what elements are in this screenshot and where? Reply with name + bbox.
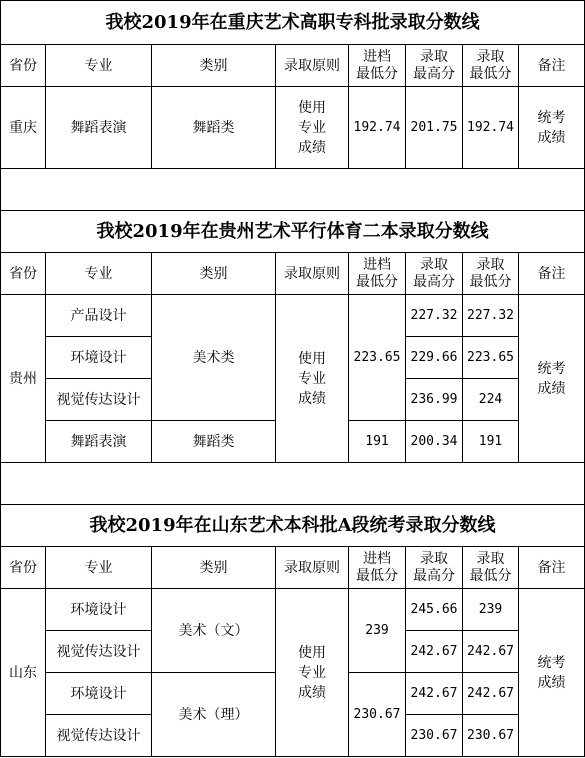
major-cell: 环境设计	[46, 337, 152, 379]
category-cell: 舞蹈类	[152, 87, 276, 169]
major-cell: 环境设计	[46, 589, 152, 631]
major-cell: 视觉传达设计	[46, 379, 152, 421]
remark-cell: 统考 成绩	[519, 295, 585, 463]
min-adm-cell: 242.67	[463, 673, 519, 715]
header-province: 省份	[1, 45, 46, 87]
header-principle: 录取原则	[276, 253, 349, 295]
header-min-adm: 录取 最低分	[463, 253, 519, 295]
major-cell: 舞蹈表演	[46, 421, 152, 463]
max-adm-cell: 242.67	[406, 631, 463, 673]
remark-cell: 统考 成绩	[519, 589, 585, 757]
header-min-adm: 录取 最低分	[463, 45, 519, 87]
header-province: 省份	[1, 253, 46, 295]
header-major: 专业	[46, 547, 152, 589]
min-adm-cell: 223.65	[463, 337, 519, 379]
category-cell: 舞蹈类	[152, 421, 276, 463]
min-adm-cell: 192.74	[463, 87, 519, 169]
major-cell: 环境设计	[46, 673, 152, 715]
header-principle: 录取原则	[276, 547, 349, 589]
major-cell: 视觉传达设计	[46, 715, 152, 757]
min-adm-cell: 239	[463, 589, 519, 631]
category-cell: 美术（文）	[152, 589, 276, 673]
category-cell: 美术（理）	[152, 673, 276, 757]
max-adm-cell: 229.66	[406, 337, 463, 379]
max-adm-cell: 200.34	[406, 421, 463, 463]
min-file-cell: 239	[349, 589, 406, 673]
chongqing-table	[0, 0, 585, 211]
max-adm-cell: 230.67	[406, 715, 463, 757]
min-adm-cell: 230.67	[463, 715, 519, 757]
major-cell: 舞蹈表演	[46, 87, 152, 169]
guizhou-header-row	[1, 253, 585, 295]
shandong-title: 我校2019年在山东艺术本科批A段统考录取分数线	[1, 505, 585, 547]
guizhou-table	[0, 210, 585, 505]
header-principle: 录取原则	[276, 45, 349, 87]
guizhou-title: 我校2019年在贵州艺术平行体育二本录取分数线	[1, 211, 585, 253]
header-remark: 备注	[519, 253, 585, 295]
max-adm-cell: 227.32	[406, 295, 463, 337]
spacer-row	[1, 463, 585, 505]
header-remark: 备注	[519, 45, 585, 87]
header-max-adm: 录取 最高分	[406, 547, 463, 589]
major-cell: 产品设计	[46, 295, 152, 337]
max-adm-cell: 236.99	[406, 379, 463, 421]
province-cell: 重庆	[1, 87, 46, 169]
table-row	[1, 589, 585, 631]
table-row	[1, 87, 585, 169]
shandong-header-row	[1, 547, 585, 589]
min-file-cell: 192.74	[349, 87, 406, 169]
chongqing-title: 我校2019年在重庆艺术高职专科批录取分数线	[1, 1, 585, 45]
principle-cell: 使用 专业 成绩	[276, 87, 349, 169]
min-adm-cell: 242.67	[463, 631, 519, 673]
header-max-adm: 录取 最高分	[406, 45, 463, 87]
header-category: 类别	[152, 253, 276, 295]
principle-cell: 使用 专业 成绩	[276, 589, 349, 757]
header-min-file: 进档 最低分	[349, 45, 406, 87]
header-province: 省份	[1, 547, 46, 589]
min-file-cell: 223.65	[349, 295, 406, 421]
province-cell: 山东	[1, 589, 46, 757]
min-adm-cell: 191	[463, 421, 519, 463]
max-adm-cell: 201.75	[406, 87, 463, 169]
header-category: 类别	[152, 547, 276, 589]
header-remark: 备注	[519, 547, 585, 589]
min-file-cell: 191	[349, 421, 406, 463]
table-row	[1, 295, 585, 337]
header-major: 专业	[46, 253, 152, 295]
chongqing-header-row	[1, 45, 585, 87]
min-adm-cell: 227.32	[463, 295, 519, 337]
shandong-table	[0, 504, 585, 757]
header-min-file: 进档 最低分	[349, 547, 406, 589]
header-max-adm: 录取 最高分	[406, 253, 463, 295]
spacer-row	[1, 169, 585, 211]
category-cell: 美术类	[152, 295, 276, 421]
max-adm-cell: 245.66	[406, 589, 463, 631]
min-file-cell: 230.67	[349, 673, 406, 757]
min-adm-cell: 224	[463, 379, 519, 421]
header-min-adm: 录取 最低分	[463, 547, 519, 589]
province-cell: 贵州	[1, 295, 46, 463]
header-min-file: 进档 最低分	[349, 253, 406, 295]
remark-cell: 统考 成绩	[519, 87, 585, 169]
major-cell: 视觉传达设计	[46, 631, 152, 673]
principle-cell: 使用 专业 成绩	[276, 295, 349, 463]
header-category: 类别	[152, 45, 276, 87]
header-major: 专业	[46, 45, 152, 87]
max-adm-cell: 242.67	[406, 673, 463, 715]
